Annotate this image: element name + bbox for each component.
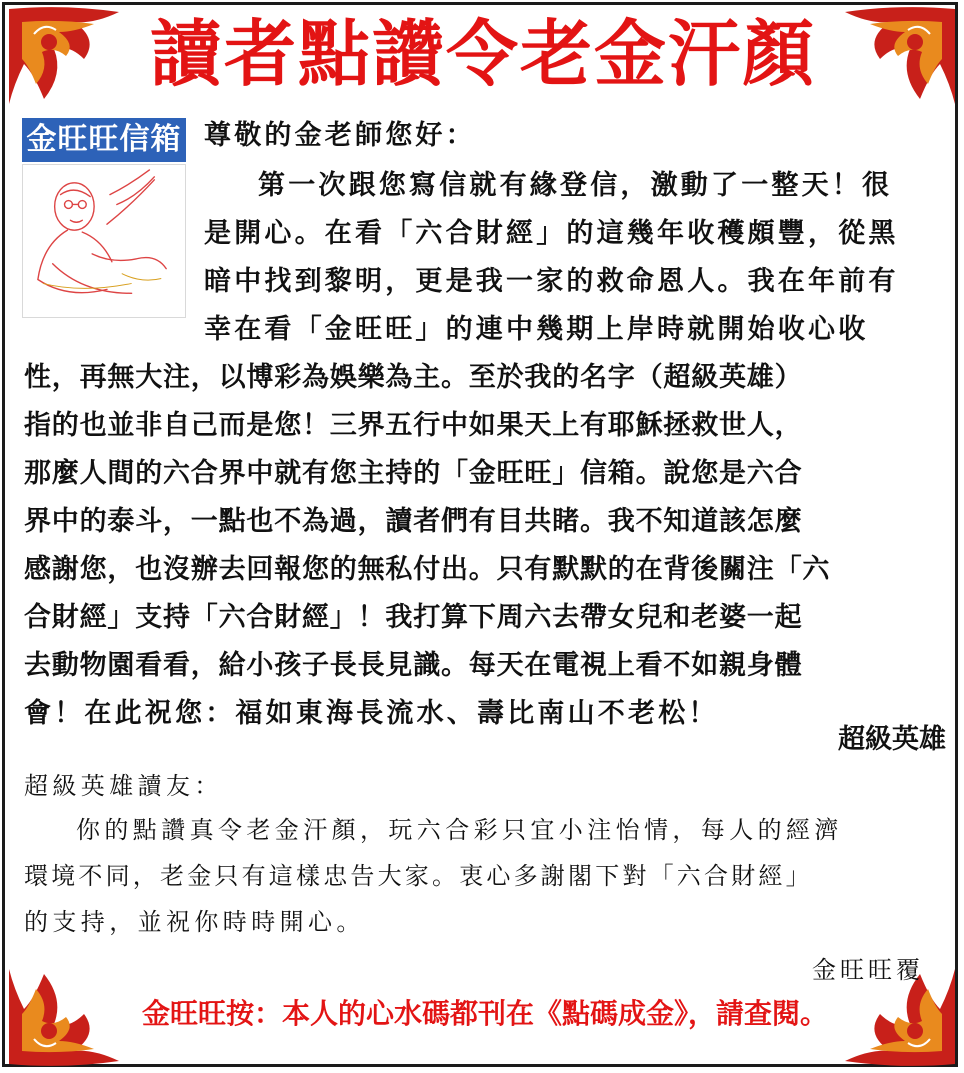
letter-line: 暗中找到黎明，更是我一家的救命恩人。我在年前有 xyxy=(204,266,899,297)
page-title: 讀者點讚令老金汗顏 xyxy=(150,11,817,96)
letter-greeting: 尊敬的金老師您好： xyxy=(204,120,476,151)
letter-line: 指的也並非自己而是您！三界五行中如果天上有耶穌拯救世人， xyxy=(24,410,803,441)
column-badge: 金旺旺信箱 xyxy=(22,118,186,162)
letter-line: 會！在此祝您：福如東海長流水、壽比南山不老松！ xyxy=(24,698,719,729)
corner-ornament-icon xyxy=(840,4,960,109)
letter-line: 那麼人間的六合界中就有您主持的「金旺旺」信箱。說您是六合 xyxy=(24,458,803,489)
letter-line: 感謝您，也沒辦去回報您的無私付出。只有默默的在背後關注「六 xyxy=(24,554,831,585)
reply-line: 的支持，並祝你時時開心。 xyxy=(24,908,365,936)
corner-ornament-icon xyxy=(4,4,124,109)
footer-note: 金旺旺按：本人的心水碼都刊在《點碼成金》，請查閱。 xyxy=(141,997,828,1030)
letter-line: 第一次跟您寫信就有緣登信，激動了一整天！很 xyxy=(258,170,893,201)
reply-salutation: 超級英雄讀友： xyxy=(24,772,223,800)
letter-line: 去動物園看看，給小孩子長長見識。每天在電視上看不如親身體 xyxy=(24,650,803,681)
letter-signature: 超級英雄 xyxy=(838,724,946,755)
letter-line: 界中的泰斗，一點也不為過，讀者們有目共睹。我不知道該怎麼 xyxy=(24,506,803,537)
letter-line: 幸在看「金旺旺」的連中幾期上岸時就開始收心收 xyxy=(204,314,869,345)
letter-line: 合財經」支持「六合財經」！我打算下周六去帶女兒和老婆一起 xyxy=(24,602,803,633)
letter-line: 是開心。在看「六合財經」的這幾年收穫頗豐，從黑 xyxy=(204,218,899,249)
letter-line: 性，再無大注，以博彩為娛樂為主。至於我的名字（超級英雄） xyxy=(24,362,803,393)
reply-line: 你的點讚真令老金汗顏，玩六合彩只宜小注怡情，每人的經濟 xyxy=(76,816,843,844)
author-sketch-icon xyxy=(22,164,186,318)
reply-line: 環境不同，老金只有這樣忠告大家。衷心多謝閣下對「六合財經」 xyxy=(24,862,813,890)
reply-signature: 金旺旺覆 xyxy=(812,956,924,984)
